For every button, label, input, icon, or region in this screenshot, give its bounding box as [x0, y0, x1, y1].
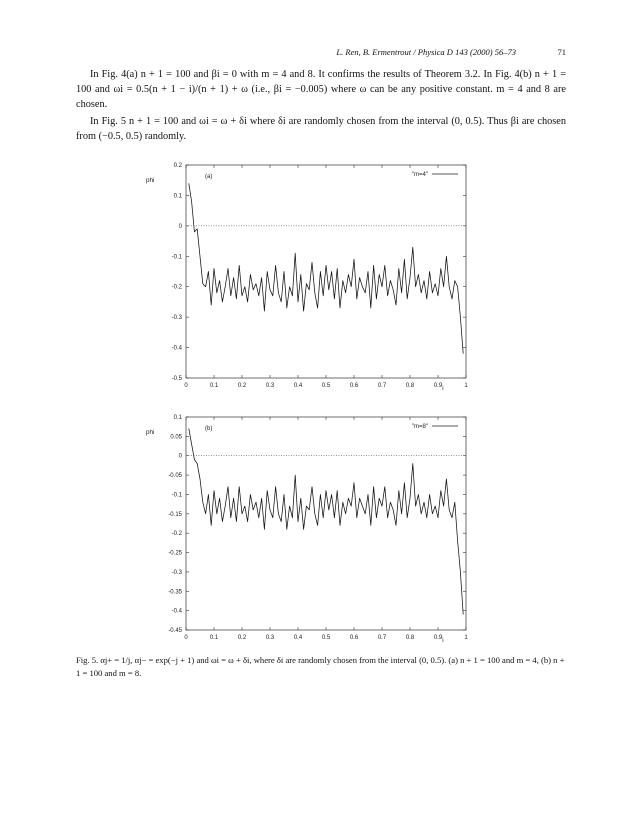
panel-label: (a): [205, 174, 213, 180]
legend-label: "m=4": [411, 172, 428, 178]
y-tick-label: -0.3: [171, 569, 182, 576]
figure-caption: Fig. 5. αj+ = 1/j, αj− = exp(−j + 1) and ωi = ω + δi, where δi are randomly chosen from the interval (0, 0.5). (a) n + 1 = 100 and m = 4, (b) n + 1 = 100 and m = 8.: [76, 655, 565, 678]
y-tick-label: 0.1: [173, 193, 182, 200]
y-tick-label: -0.2: [171, 284, 182, 291]
x-tick-label: 0.5: [321, 635, 331, 641]
y-tick-label: -0.4: [171, 345, 182, 352]
page-number: 71: [557, 47, 566, 57]
x-tick-label: 1: [464, 383, 468, 389]
x-tick-label: 0.6: [349, 383, 359, 389]
body-paragraph-2: In Fig. 5 n + 1 = 100 and ωi = ω + δi where δi are randomly chosen from the interval (0, 0.5). Thus βi are chosen from (−0.5, 0.5) randomly.: [76, 116, 566, 142]
y-tick-label: 0: [178, 223, 182, 230]
x-tick-label: 0.1: [209, 383, 219, 389]
x-tick-label: 0.7: [377, 383, 387, 389]
x-tick-label: 0.3: [265, 635, 275, 641]
x-tick-label: 1: [464, 635, 468, 641]
y-tick-label: -0.1: [171, 254, 182, 261]
series-line: [189, 429, 463, 615]
x-tick-label: 0.2: [237, 635, 247, 641]
legend-label: "m=8": [411, 424, 428, 430]
y-tick-label: -0.05: [168, 473, 182, 480]
x-tick-label: 0.4: [293, 383, 303, 389]
x-tick-label: 0.1: [209, 635, 219, 641]
panel-label: (b): [205, 426, 213, 432]
y-tick-label: -0.15: [168, 511, 182, 518]
x-tick-label: 0.9: [433, 635, 443, 641]
chart-b: [146, 415, 468, 644]
x-tick-label: 0.5: [321, 383, 331, 389]
y-tick-label: 0.05: [170, 434, 182, 441]
x-tick-label: 0: [184, 635, 188, 641]
x-tick-label: 0: [184, 383, 188, 389]
y-tick-label: 0.1: [173, 415, 182, 421]
y-tick-label: -0.1: [171, 492, 182, 499]
y-tick-label: 0.2: [173, 163, 182, 169]
y-tick-label: -0.35: [168, 589, 182, 596]
x-tick-label: 0.8: [405, 635, 415, 641]
x-tick-label: 0.7: [377, 635, 387, 641]
chart-a: [146, 163, 468, 392]
y-tick-label: -0.5: [171, 376, 182, 382]
body-paragraph-1: In Fig. 4(a) n + 1 = 100 and βi = 0 with m = 4 and 8. It confirms the results of Theorem 3.2. In Fig. 4(b) n + 1 = 100 and ωi = 0.5(n + 1 − i)/(n + 1) + ω (i.e., βi = −0.005) where ω can be any positive constant. m = 4 and 8 are chosen.: [76, 69, 566, 110]
x-tick-label: 0.9: [433, 383, 443, 389]
y-tick-label: -0.4: [171, 608, 182, 615]
plot-frame-b: [186, 417, 466, 630]
y-axis-label: phi: [146, 429, 155, 436]
y-tick-label: -0.3: [171, 315, 182, 322]
x-tick-label: 0.8: [405, 383, 415, 389]
y-axis-label: phi: [146, 177, 155, 184]
x-axis-label: i: [442, 638, 444, 644]
y-tick-label: -0.25: [168, 550, 182, 557]
running-header: L. Ren, B. Ermentrout / Physica D 143 (2000) 56–73: [336, 47, 516, 57]
x-axis-label: i: [442, 386, 444, 392]
x-tick-label: 0.4: [293, 635, 303, 641]
x-tick-label: 0.6: [349, 635, 359, 641]
x-tick-label: 0.3: [265, 383, 275, 389]
series-line: [189, 183, 463, 353]
y-tick-label: -0.45: [168, 628, 182, 634]
y-tick-label: 0: [178, 453, 182, 460]
x-tick-label: 0.2: [237, 383, 247, 389]
y-tick-label: -0.2: [171, 531, 182, 538]
